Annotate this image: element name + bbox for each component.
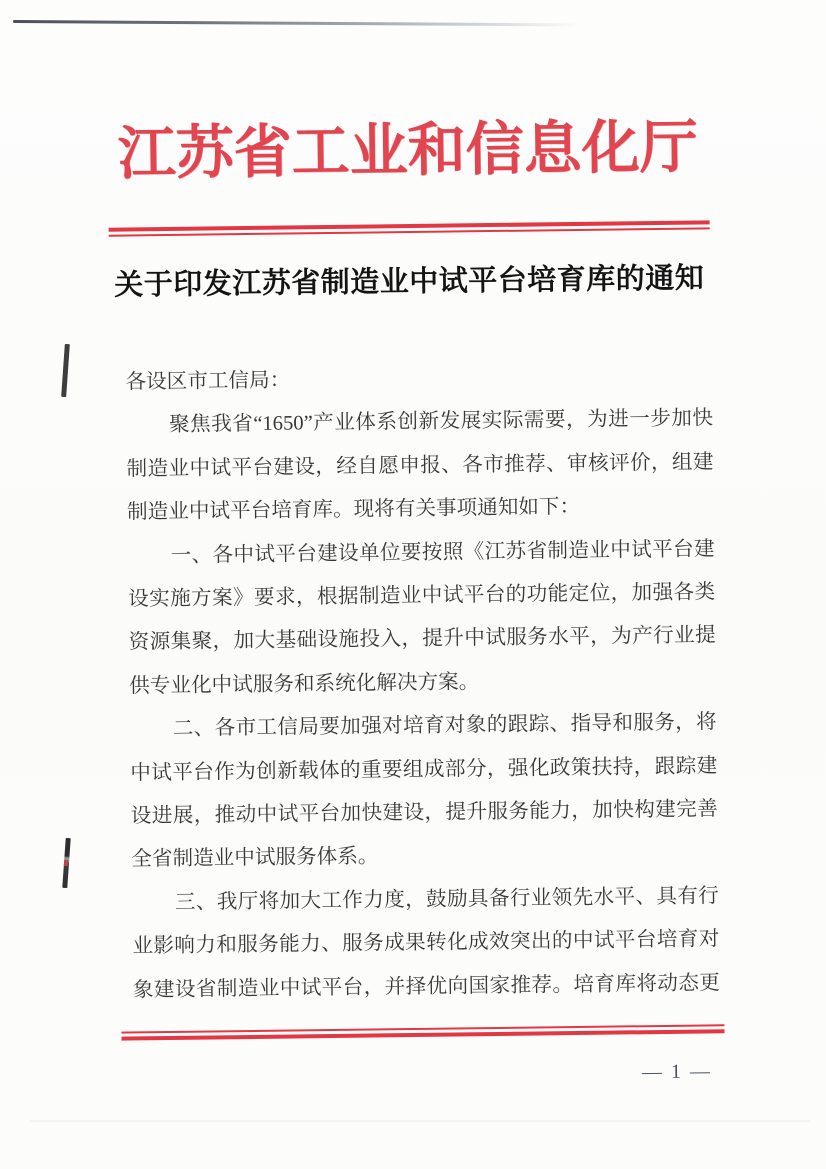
body-line: 中试平台作为创新载体的重要组成部分，强化政策扶持，跟踪建 (130, 754, 718, 785)
document-title: 关于印发江苏省制造业中试平台培育库的通知 (114, 262, 705, 302)
body-line: 各设区市工信局： (125, 369, 291, 394)
body-line: 供专业化中试服务和系统化解决方案。 (129, 671, 480, 698)
document-body (125, 354, 720, 1012)
body-line: 聚焦我省“1650”产业体系创新发展实际需要，为进一步加快 (168, 407, 714, 437)
body-line: 设实施方案》要求，根据制造业中试平台的功能定位，加强各类 (128, 581, 716, 611)
body-line: 设进展，推动中试平台加快建设，提升服务能力，加快构建完善 (130, 798, 718, 828)
body-line: 三、我厅将加大工作力度，鼓励具备行业领先水平、具有行 (174, 885, 719, 914)
page-number: — 1 — (641, 1060, 713, 1084)
body-line: 制造业中试平台培育库。现将有关事项通知如下： (126, 496, 581, 524)
body-line: 全省制造业中试服务体系。 (131, 845, 379, 871)
document-header-agency: 江苏省工业和信息化厅 (117, 114, 699, 187)
body-line: 象建设省制造业中试平台，并择优向国家推荐。培育库将动态更 (132, 971, 721, 1002)
footer-divider-line (121, 1024, 724, 1040)
body-line: 制造业中试平台建设，经自愿申报、各市推荐、审核评价，组建 (126, 451, 714, 481)
body-line: 一、各中试平台建设单位要按照《江苏省制造业中试平台建 (170, 537, 715, 567)
body-line: 业影响力和服务能力、服务成果转化成效突出的中试平台培育对 (132, 928, 720, 958)
body-line: 资源集聚，加大基础设施投入，提升中试服务水平，为产行业提 (128, 624, 716, 654)
body-line: 二、各市工信局要加强对培育对象的跟踪、指导和服务，将 (172, 711, 717, 741)
header-divider-line (109, 220, 710, 236)
